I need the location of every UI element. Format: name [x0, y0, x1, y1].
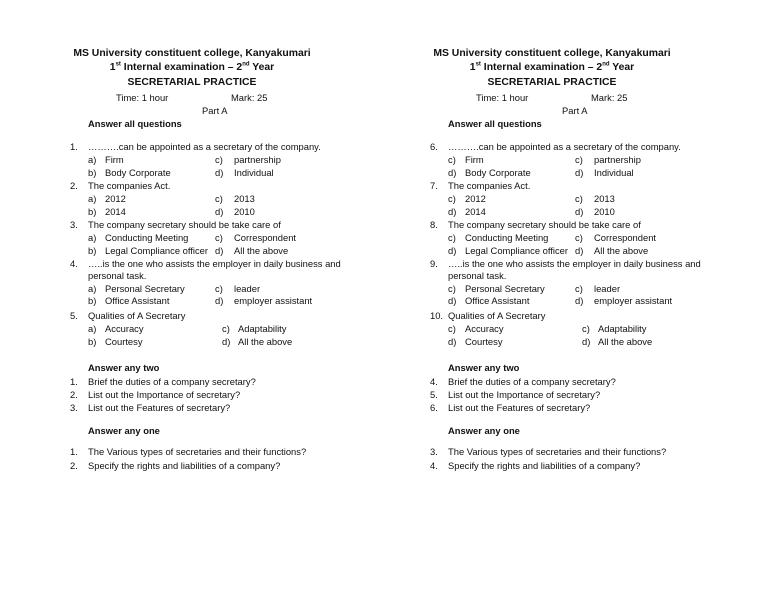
option-text: Body Corporate — [105, 166, 171, 178]
section-a-instruction: Answer all questions — [448, 118, 542, 129]
section-b-instruction: Answer any two — [88, 362, 160, 373]
question-number: 6. — [430, 402, 438, 413]
question-text: …..is the one who assists the employer in daily business and — [88, 258, 341, 269]
question-number: 4. — [430, 376, 438, 387]
option-text: Correspondent — [234, 232, 297, 243]
option-letter: d) — [575, 295, 584, 306]
option-text: Legal Compliance officer — [105, 244, 209, 256]
option-letter: c) — [575, 154, 583, 165]
option-text: 2013 — [594, 193, 615, 204]
option-letter: d) — [575, 244, 584, 256]
option-letter: a) — [88, 232, 97, 243]
exam-title-part: Year — [609, 62, 635, 73]
question-text: List out the Importance of secretary? — [448, 389, 601, 400]
section-a-instruction: Answer all questions — [88, 118, 182, 129]
question-number: 8. — [430, 219, 438, 230]
question-number: 3. — [430, 446, 438, 457]
option-text: partnership — [594, 154, 641, 165]
option-letter: b) — [88, 205, 97, 217]
question-text-continued: personal task. — [88, 269, 147, 281]
option-letter: b) — [88, 166, 97, 178]
option-text: Accuracy — [465, 323, 504, 334]
exam-title-part: 1 — [469, 62, 476, 73]
option-letter: d) — [215, 205, 224, 217]
question-number: 2. — [70, 389, 78, 400]
option-text: Office Assistant — [465, 295, 530, 306]
option-letter: c) — [582, 323, 590, 334]
question-number: 1. — [70, 446, 78, 457]
option-text: Correspondent — [594, 232, 657, 243]
option-text: Firm — [105, 154, 124, 165]
option-letter: c) — [215, 232, 223, 243]
exam-title-part: nd — [242, 61, 250, 68]
option-text: 2012 — [105, 193, 126, 204]
question-text-continued: personal task. — [448, 269, 507, 281]
question-number: 5. — [70, 310, 78, 321]
mark-label: Mark: 25 — [591, 92, 628, 103]
question-text: Specify the rights and liabilities of a company? — [88, 459, 281, 471]
option-letter: d) — [215, 244, 224, 256]
option-letter: c) — [215, 282, 223, 294]
exam-title-part: st — [475, 61, 481, 68]
option-letter: c) — [448, 282, 456, 294]
option-letter: c) — [215, 154, 223, 165]
question-number: 3. — [70, 219, 78, 230]
question-text: List out the Features of secretary? — [448, 402, 591, 413]
question-text: The companies Act. — [88, 180, 171, 191]
option-text: leader — [234, 282, 261, 294]
section-c-instruction: Answer any one — [448, 425, 520, 436]
question-text: ……….can be appointed as a secretary of the company. — [88, 141, 321, 152]
question-text: Brief the duties of a company secretary? — [88, 376, 256, 387]
option-text: 2013 — [234, 193, 255, 204]
question-number: 6. — [430, 141, 438, 152]
question-text: The companies Act. — [448, 180, 531, 191]
section-b-instruction: Answer any two — [448, 362, 520, 373]
question-number: 1. — [70, 376, 78, 387]
option-letter: d) — [575, 205, 584, 217]
option-text: Firm — [465, 154, 484, 165]
question-text: List out the Features of secretary? — [88, 402, 231, 413]
option-letter: c) — [215, 193, 223, 204]
option-letter: c) — [448, 323, 456, 334]
question-number: 5. — [430, 389, 438, 400]
option-letter: b) — [88, 295, 97, 306]
question-text: ……….can be appointed as a secretary of the company. — [448, 141, 681, 152]
option-letter: b) — [88, 244, 97, 256]
question-number: 2. — [70, 459, 78, 471]
question-number: 9. — [430, 258, 438, 269]
option-letter: a) — [88, 282, 97, 294]
option-letter: d) — [222, 335, 231, 347]
option-text: All the above — [598, 335, 653, 347]
question-number: 10. — [430, 310, 444, 321]
option-text: Body Corporate — [465, 166, 531, 178]
option-text: Legal Compliance officer — [465, 244, 569, 256]
option-letter: d) — [215, 295, 224, 306]
option-text: 2010 — [234, 205, 255, 217]
part-label: Part A — [202, 105, 228, 116]
exam-title — [110, 62, 274, 74]
question-text: Brief the duties of a company secretary? — [448, 376, 616, 387]
part-label: Part A — [562, 105, 588, 116]
exam-title-part: Year — [249, 62, 275, 73]
option-text: Accuracy — [105, 323, 144, 334]
subject-title: SECRETARIAL PRACTICE — [487, 77, 617, 88]
question-paper-right — [360, 0, 744, 594]
college-title: MS University constituent college, Kanyakumari — [433, 48, 671, 59]
question-number: 1. — [70, 141, 78, 152]
option-letter: c) — [222, 323, 230, 334]
option-text: Office Assistant — [105, 295, 170, 306]
exam-title-part: Internal examination – 2 — [480, 62, 603, 73]
option-text: 2012 — [465, 193, 486, 204]
option-letter: b) — [88, 335, 97, 347]
option-text: employer assistant — [234, 295, 313, 306]
question-number: 2. — [70, 180, 78, 191]
option-letter: d) — [575, 166, 584, 178]
question-text: Qualities of A Secretary — [88, 310, 186, 321]
time-label: Time: 1 hour — [116, 92, 169, 103]
option-text: All the above — [238, 335, 293, 347]
option-text: Personal Secretary — [465, 282, 545, 294]
question-text: The Various types of secretaries and their functions? — [88, 446, 307, 457]
option-text: Adaptability — [238, 323, 287, 334]
question-text: List out the Importance of secretary? — [88, 389, 241, 400]
option-letter: c) — [448, 193, 456, 204]
question-number: 4. — [430, 459, 438, 471]
option-letter: d) — [448, 335, 457, 347]
question-number: 4. — [70, 258, 78, 269]
question-number: 3. — [70, 402, 78, 413]
option-letter: c) — [448, 232, 456, 243]
option-text: Personal Secretary — [105, 282, 185, 294]
option-text: 2010 — [594, 205, 615, 217]
option-text: All the above — [594, 244, 649, 256]
option-text: employer assistant — [594, 295, 673, 306]
question-text: Specify the rights and liabilities of a company? — [448, 459, 641, 471]
exam-title-part: Internal examination – 2 — [120, 62, 243, 73]
exam-title — [470, 62, 634, 74]
option-text: Conducting Meeting — [465, 232, 549, 243]
section-c-instruction: Answer any one — [88, 425, 160, 436]
option-letter: a) — [88, 154, 97, 165]
option-letter: c) — [448, 154, 456, 165]
question-text: The company secretary should be take care of — [88, 219, 281, 230]
option-text: Conducting Meeting — [105, 232, 189, 243]
option-text: Individual — [234, 166, 274, 178]
question-text: The Various types of secretaries and their functions? — [448, 446, 667, 457]
question-number: 7. — [430, 180, 438, 191]
option-letter: d) — [448, 205, 457, 217]
option-letter: c) — [575, 232, 583, 243]
option-text: 2014 — [105, 205, 126, 217]
option-text: leader — [594, 282, 621, 294]
option-letter: a) — [88, 193, 97, 204]
option-letter: a) — [88, 323, 97, 334]
option-letter: d) — [215, 166, 224, 178]
option-text: Courtesy — [105, 335, 143, 347]
option-text: 2014 — [465, 205, 486, 217]
exam-title-part: nd — [602, 61, 610, 68]
option-letter: c) — [575, 193, 583, 204]
option-letter: c) — [575, 282, 583, 294]
subject-title: SECRETARIAL PRACTICE — [127, 77, 257, 88]
question-text: Qualities of A Secretary — [448, 310, 546, 321]
option-text: partnership — [234, 154, 281, 165]
question-text: …..is the one who assists the employer in daily business and — [448, 258, 701, 269]
option-letter: d) — [448, 244, 457, 256]
exam-title-part: st — [115, 61, 121, 68]
option-letter: d) — [582, 335, 591, 347]
option-text: Individual — [594, 166, 634, 178]
exam-title-part: 1 — [109, 62, 116, 73]
mark-label: Mark: 25 — [231, 92, 268, 103]
option-letter: d) — [448, 166, 457, 178]
time-label: Time: 1 hour — [476, 92, 529, 103]
option-letter: d) — [448, 295, 457, 306]
college-title: MS University constituent college, Kanyakumari — [73, 48, 311, 59]
option-text: Courtesy — [465, 335, 503, 347]
option-text: All the above — [234, 244, 289, 256]
question-text: The company secretary should be take care of — [448, 219, 641, 230]
option-text: Adaptability — [598, 323, 647, 334]
